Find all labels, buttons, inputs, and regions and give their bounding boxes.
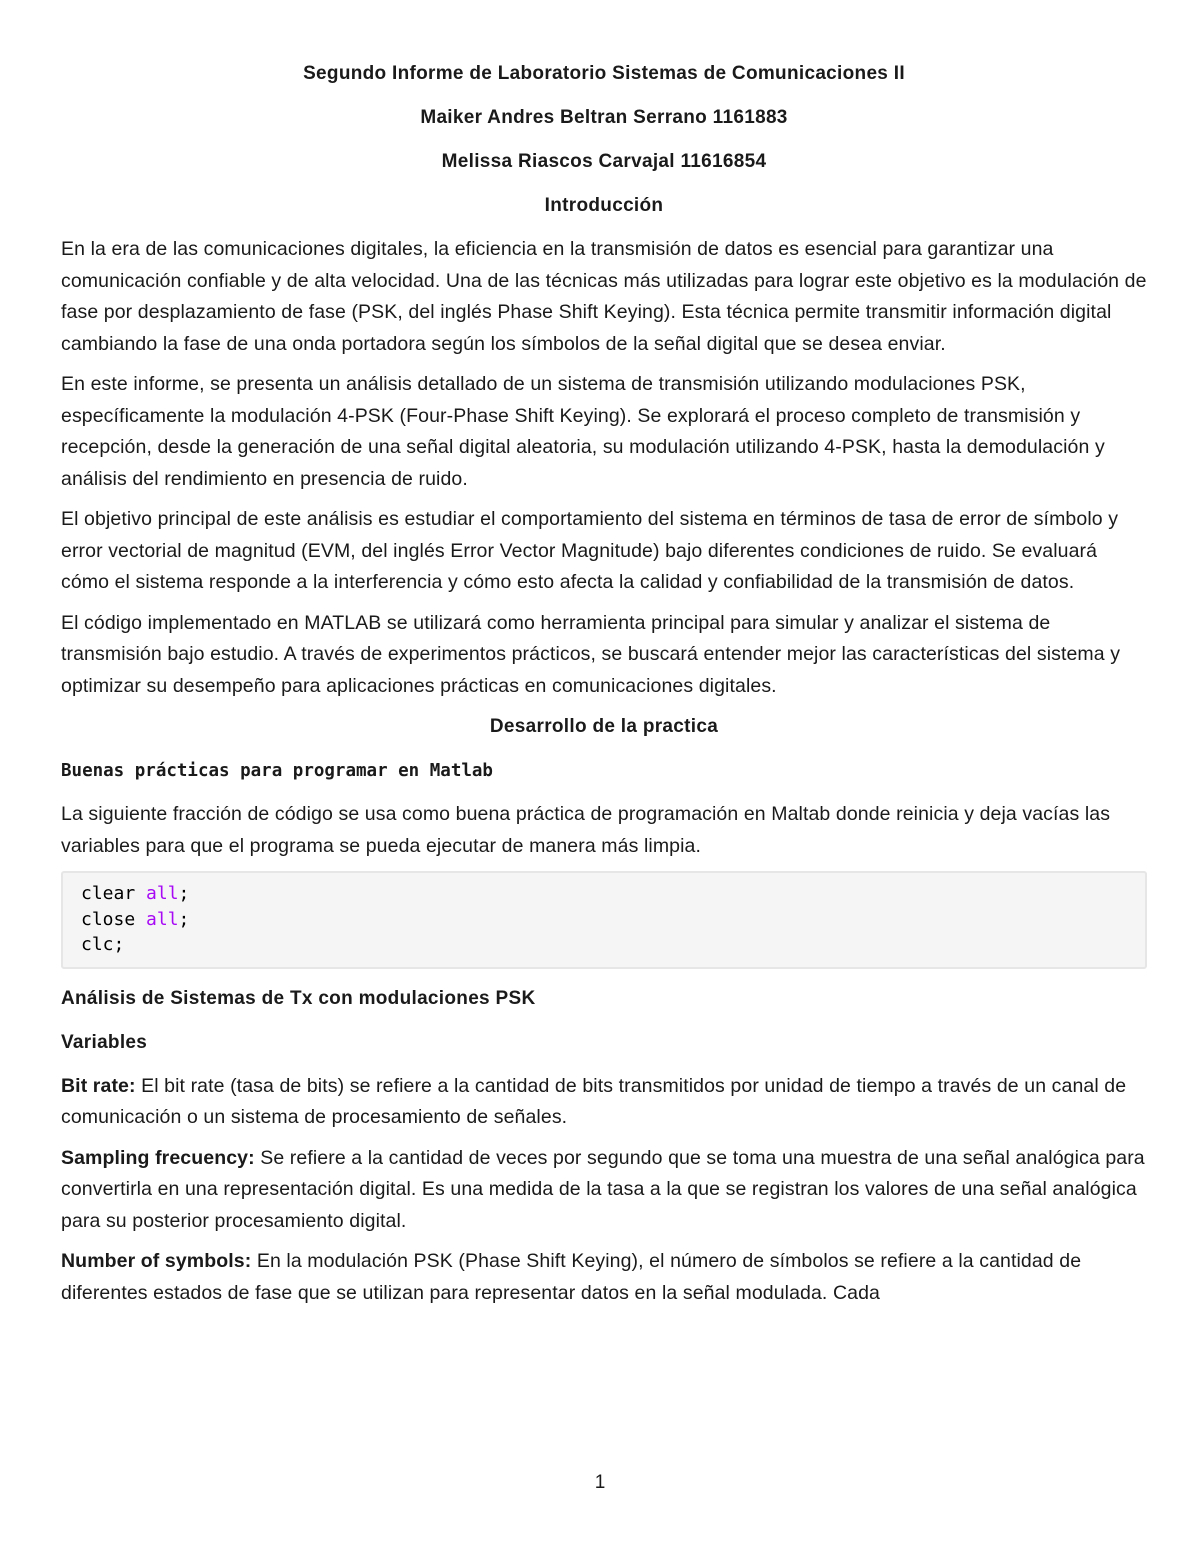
intro-paragraph-4: El código implementado en MATLAB se utilizará como herramienta principal para simular y analizar el sistema de transmisión bajo estudio. A través de experimentos prácticos, se buscará entender mejor las características del sistema y optimizar su desempeño para aplicaciones prácticas en comunicaciones digitales.: [61, 611, 1121, 697]
page-number: 1: [594, 1472, 606, 1493]
code-line-close: [81, 907, 1127, 933]
code-command: clear: [81, 883, 147, 904]
code-terminator: ;: [178, 908, 190, 930]
sampling-term: Sampling frecuency:: [61, 1146, 255, 1169]
intro-heading: Introducción: [544, 195, 664, 216]
code-line-clc: clc;: [81, 934, 125, 955]
bitrate-term: Bit rate:: [61, 1074, 136, 1097]
sampling-definition: Se refiere a la cantidad de veces por segundo que se toma una muestra de una señal analógica para convertirla en una representación digital. Es una medida de la tasa a la que se registran los valores de una señal analógica para su posterior procesamiento digital.: [61, 1146, 1145, 1232]
code-command: close: [81, 908, 147, 930]
code-line-clear: [81, 881, 1127, 907]
good-practices-heading: Buenas prácticas para programar en Matlab: [61, 761, 493, 781]
page-content: [61, 58, 1147, 1318]
code-terminator: ;: [178, 883, 190, 904]
symbols-paragraph: [61, 1246, 1147, 1309]
bitrate-definition: El bit rate (tasa de bits) se refiere a la cantidad de bits transmitidos por unidad de tiempo a través de un canal de comunicación o un sistema de procesamiento de señales.: [61, 1074, 1127, 1128]
author-2: Melissa Riascos Carvajal 11616854: [441, 151, 767, 172]
code-block: [61, 871, 1147, 969]
intro-paragraph-2: En este informe, se presenta un análisis detallado de un sistema de transmisión utilizando modulaciones PSK, específicamente la modulación 4-PSK (Four-Phase Shift Keying). Se explorará el proceso completo de transmisión y recepción, desde la generación de una señal digital aleatoria, su modulación utilizando 4-PSK, hasta la demodulación y análisis del rendimiento en presencia de ruido.: [61, 373, 1105, 490]
development-heading: Desarrollo de la practica: [489, 716, 719, 737]
author-1: Maiker Andres Beltran Serrano 1161883: [420, 107, 788, 128]
good-practices-paragraph: La siguiente fracción de código se usa como buena práctica de programación en Maltab donde reinicia y deja vacías las variables para que el programa se pueda ejecutar de manera más limpia.: [61, 803, 1111, 857]
psk-analysis-heading: Análisis de Sistemas de Tx con modulaciones PSK: [61, 987, 536, 1009]
code-keyword: all: [146, 883, 179, 904]
symbols-term: Number of symbols:: [61, 1250, 252, 1272]
symbols-definition: En la modulación PSK (Phase Shift Keying), el número de símbolos se refiere a la cantidad de diferentes estados de fase que se utilizan para representar datos en la señal modulada. Cada: [61, 1250, 1082, 1304]
code-keyword: all: [146, 908, 179, 930]
bitrate-paragraph: [61, 1071, 1147, 1134]
variables-heading: Variables: [61, 1031, 148, 1053]
intro-paragraph-3: El objetivo principal de este análisis es estudiar el comportamiento del sistema en términos de tasa de error de símbolo y error vectorial de magnitud (EVM, del inglés Error Vector Magnitude) bajo diferentes condiciones de ruido. Se evaluará cómo el sistema responde a la interferencia y cómo esto afecta la calidad y confiabilidad de la transmisión de datos.: [61, 508, 1119, 593]
document-title: Segundo Informe de Laboratorio Sistemas de Comunicaciones II: [303, 63, 905, 84]
intro-paragraph-1: En la era de las comunicaciones digitales, la eficiencia en la transmisión de datos es esencial para garantizar una comunicación confiable y de alta velocidad. Una de las técnicas más utilizadas para lograr este objetivo es la modulación de fase por desplazamiento de fase (PSK, del inglés Phase Shift Keying). Esta técnica permite transmitir información digital cambiando la fase de una onda portadora según los símbolos de la señal digital que se desea enviar.: [61, 238, 1147, 355]
sampling-paragraph: [61, 1143, 1147, 1238]
